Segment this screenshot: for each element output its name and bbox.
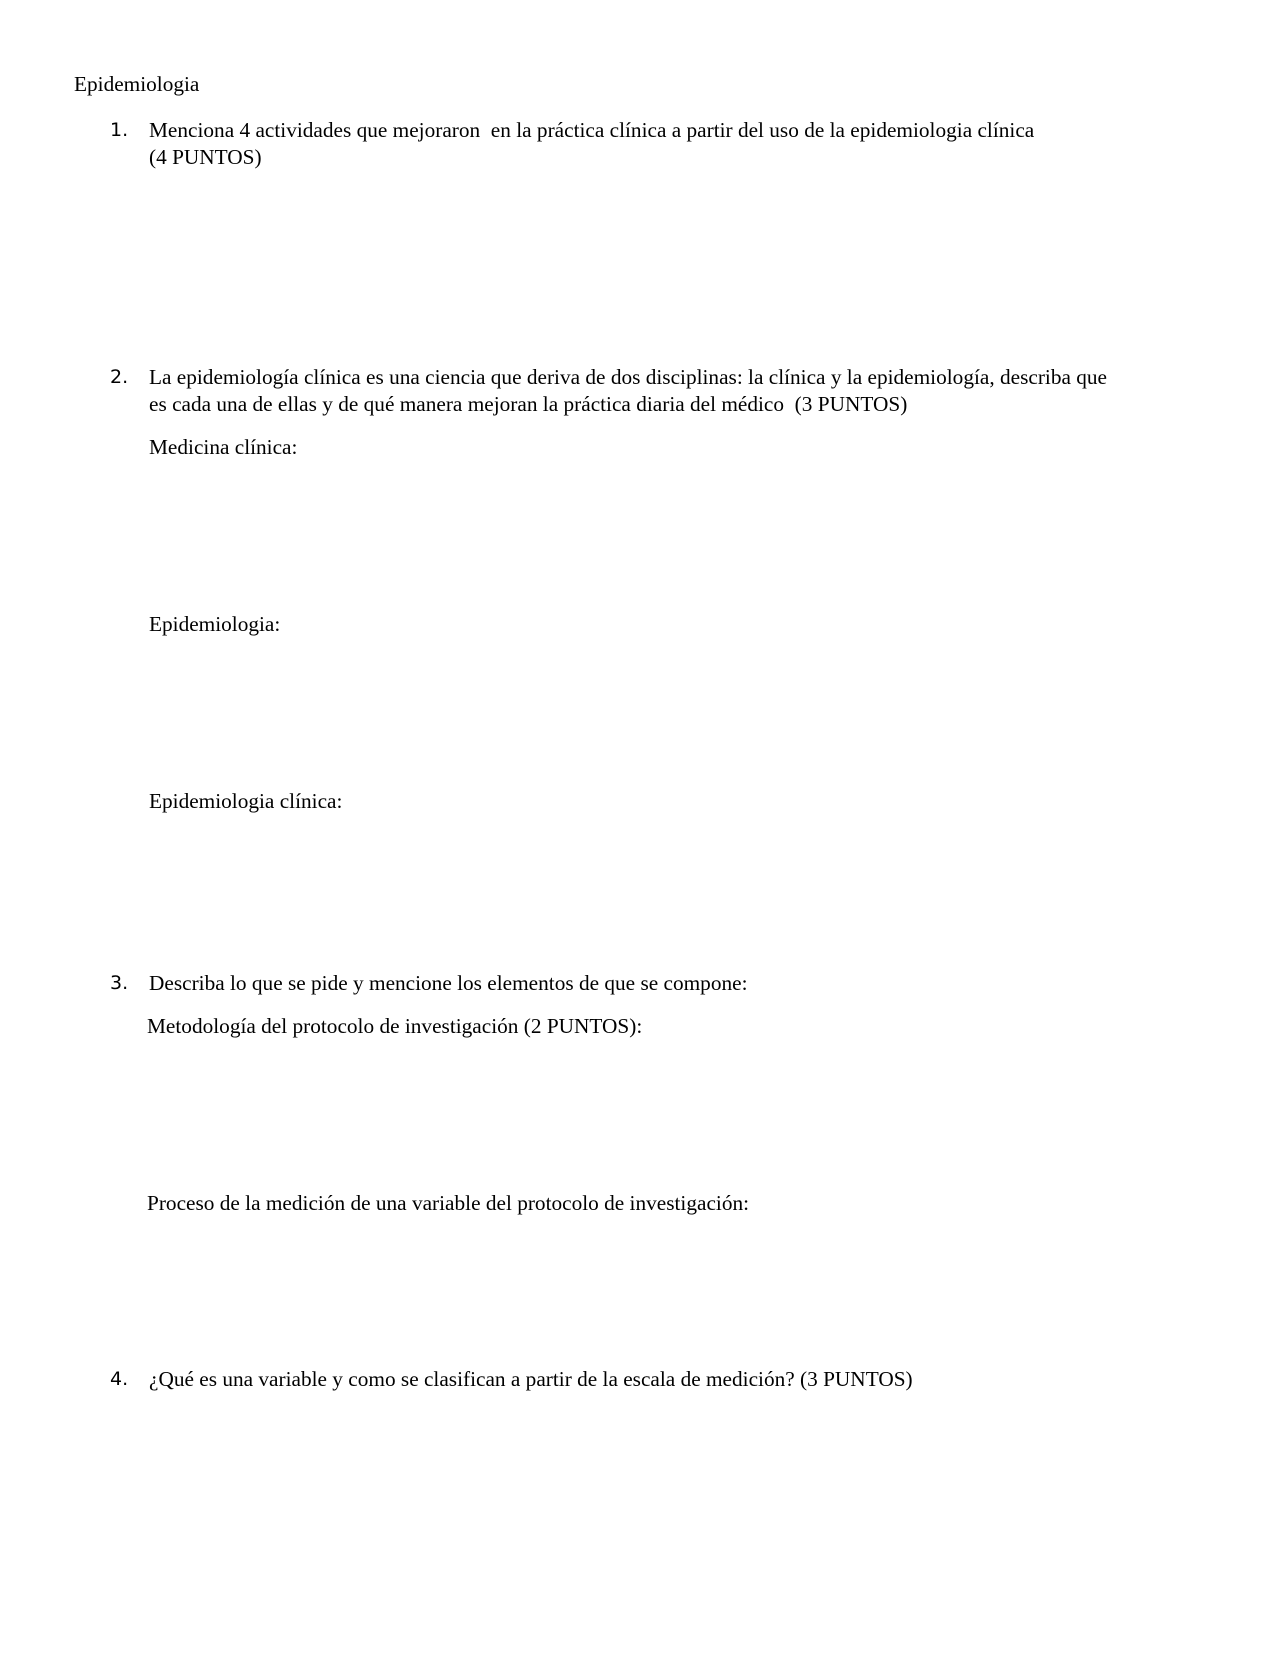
question-3-medicion-label: Proceso de la medición de una variable del protocolo de investigación: (147, 1191, 750, 1215)
question-1-text: Menciona 4 actividades que mejoraron en la práctica clínica a partir del uso de la epidemiologia clínica (149, 118, 1035, 142)
question-2-text-cont: es cada una de ellas y de qué manera mejoran la práctica diaria del médico (3 PUNTOS) (149, 392, 908, 416)
question-3-metodologia-label: Metodología del protocolo de investigación (2 PUNTOS): (147, 1014, 643, 1038)
question-4-text: ¿Qué es una variable y como se clasifican a partir de la escala de medición? (3 PUNTOS) (149, 1367, 913, 1391)
question-1-points: (4 PUNTOS) (149, 145, 262, 169)
question-2-epidemiologia-clinica-label: Epidemiologia clínica: (149, 789, 343, 813)
question-3-text: Describa lo que se pide y mencione los elementos de que se compone: (149, 971, 748, 995)
question-2-medicina-clinica-label: Medicina clínica: (149, 435, 298, 459)
document-title: Epidemiologia (74, 72, 200, 96)
question-2-number: 2. (110, 366, 129, 388)
question-3-number: 3. (110, 972, 129, 994)
question-2-epidemiologia-label: Epidemiologia: (149, 612, 281, 636)
question-4-number: 4. (110, 1368, 129, 1390)
question-1-number: 1. (110, 119, 129, 141)
question-2-text: La epidemiología clínica es una ciencia que deriva de dos disciplinas: la clínica y la epidemiología, describa que (149, 365, 1108, 389)
